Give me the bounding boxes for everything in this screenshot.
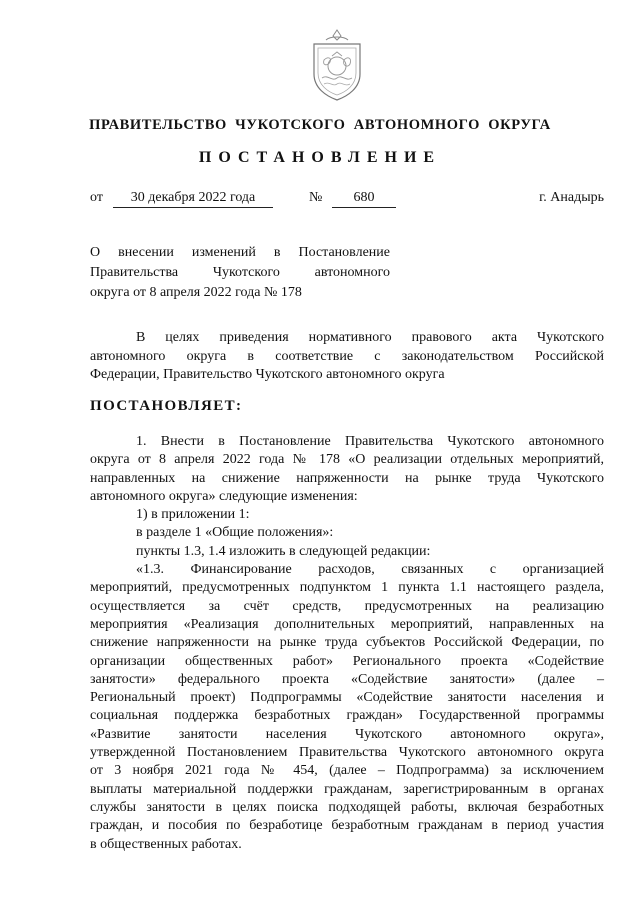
issue-city: г. Анадырь <box>539 190 604 205</box>
chukotka-coat-of-arms-icon <box>308 26 366 102</box>
preamble-paragraph <box>90 329 604 385</box>
subject-line: округа от 8 апреля 2022 года № 178 <box>90 285 302 300</box>
preamble-line: Федерации, Правительство Чукотского автономного округа <box>90 367 445 382</box>
body-line: «Развитие занятости населения Чукотского автономного округа», <box>90 726 604 742</box>
document-number: 680 <box>332 190 396 208</box>
body-line: от 3 ноября 2021 года № 454, (далее – Подпрограмма) за исключением <box>90 763 604 779</box>
body-line: выплаты материальной поддержки гражданам, зарегистрированным в органах <box>90 781 604 797</box>
preamble-line: В целях приведения нормативного правового акта Чукотского <box>136 330 604 345</box>
body-line: «1.3. Финансирование расходов, связанных с организацией <box>136 562 604 578</box>
preamble-line: автономного округа в соответствие с законодательством Российской <box>90 348 604 364</box>
number-label: № <box>309 190 323 205</box>
body-line: округа от 8 апреля 2022 года № 178 «О реализации отдельных мероприятий, <box>90 452 604 468</box>
body-line: в общественных работах. <box>90 836 242 852</box>
document-date: 30 декабря 2022 года <box>113 190 273 208</box>
body-line: 1) в приложении 1: <box>136 507 250 523</box>
body-line: мероприятия «Реализация дополнительных мероприятий, направленных на <box>90 616 604 632</box>
body-line: мероприятий, предусмотренных подпунктом 1 пункта 1.1 настоящего раздела, <box>90 580 604 596</box>
subject-line: Правительства Чукотского автономного <box>90 265 390 280</box>
body-line: осуществляется за счёт средств, предусмотренных на реализацию <box>90 598 604 614</box>
date-prefix-label: от <box>90 190 103 205</box>
document-meta-row <box>90 190 604 212</box>
body-line: пункты 1.3, 1.4 изложить в следующей редакции: <box>136 543 431 559</box>
government-title: ПРАВИТЕЛЬСТВО ЧУКОТСКОГО АВТОНОМНОГО ОКРУГА <box>89 117 551 133</box>
body-line: автономного округа» следующие изменения: <box>90 488 358 504</box>
body-line: снижение напряженности на рынке труда субъектов Российской Федерации, по <box>90 635 604 651</box>
body-line: утвержденной Постановлением Правительства Чукотского автономного округа <box>90 745 604 761</box>
document-subject <box>90 243 390 303</box>
body-line: службы занятости в целях поиска подходящей работы, включая безработных <box>90 799 604 815</box>
body-line: граждан, и пособия по безработице безработным гражданам в период участия <box>90 818 604 834</box>
body-line: социальная поддержка безработных граждан» Государственной программы <box>90 708 604 724</box>
document-body <box>90 433 604 854</box>
body-line: 1. Внести в Постановление Правительства Чукотского автономного <box>136 434 604 449</box>
body-line: занятости» федерального проекта «Содействие занятости» (далее – <box>90 671 604 687</box>
body-line: Региональный проект) Подпрограммы «Содействие занятости населения и <box>90 690 604 706</box>
document-type-title: ПОСТАНОВЛЕНИЕ <box>198 149 442 166</box>
body-line: в разделе 1 «Общие положения»: <box>136 525 334 541</box>
decree-word: ПОСТАНОВЛЯЕТ: <box>90 398 243 414</box>
body-line: направленных на снижение напряженности на рынке труда Чукотского <box>90 470 604 486</box>
body-line: организации общественных работ» Регионального проекта «Содействие <box>90 653 604 669</box>
subject-line: О внесении изменений в Постановление <box>90 245 390 260</box>
